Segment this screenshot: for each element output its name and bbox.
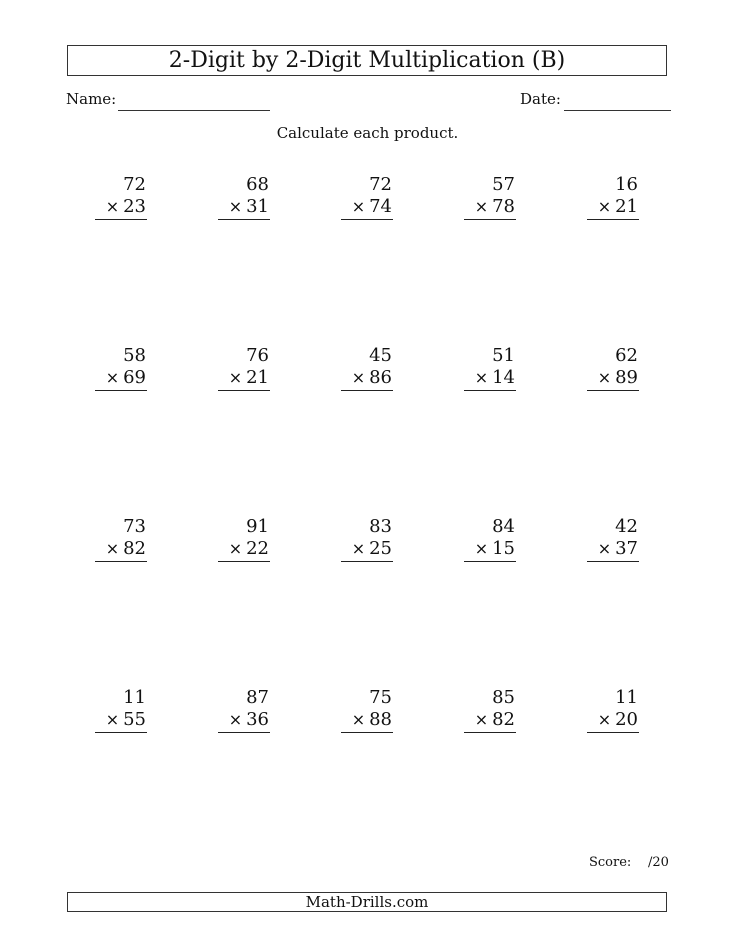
multiplier: 21 (246, 367, 269, 388)
multiplier: 23 (123, 196, 146, 217)
times-sign: × (105, 539, 120, 558)
multiplicand: 83 (369, 516, 392, 537)
footer-site-name: Math-Drills.com (67, 892, 667, 912)
multiplicand: 68 (246, 174, 269, 195)
date-label: Date: (520, 90, 561, 108)
times-sign: × (474, 710, 489, 729)
times-sign: × (474, 539, 489, 558)
date-blank-line[interactable] (564, 110, 671, 111)
times-sign: × (597, 197, 612, 216)
multiplier-row (464, 538, 516, 562)
times-sign: × (105, 368, 120, 387)
multiplication-problem (587, 174, 639, 220)
multiplication-problem (218, 516, 270, 562)
times-sign: × (351, 197, 366, 216)
multiplicand: 84 (492, 516, 515, 537)
multiplicand: 72 (369, 174, 392, 195)
multiplier: 21 (615, 196, 638, 217)
multiplicand: 75 (369, 687, 392, 708)
multiplier: 69 (123, 367, 146, 388)
multiplier-row (341, 367, 393, 391)
multiplication-problem (341, 687, 393, 733)
times-sign: × (105, 197, 120, 216)
multiplier-row (587, 538, 639, 562)
multiplier-row (341, 709, 393, 733)
multiplier: 15 (492, 538, 515, 559)
multiplication-problem (464, 174, 516, 220)
multiplication-problem (341, 516, 393, 562)
score-total: /20 (648, 855, 669, 870)
multiplier: 37 (615, 538, 638, 559)
score-label: Score: (589, 855, 632, 870)
multiplier: 88 (369, 709, 392, 730)
multiplier-row (218, 709, 270, 733)
multiplicand: 73 (123, 516, 146, 537)
multiplier: 89 (615, 367, 638, 388)
times-sign: × (105, 710, 120, 729)
multiplicand: 57 (492, 174, 515, 195)
name-blank-line[interactable] (118, 110, 270, 111)
multiplicand: 42 (615, 516, 638, 537)
times-sign: × (351, 539, 366, 558)
times-sign: × (597, 368, 612, 387)
name-label: Name: (66, 90, 117, 108)
times-sign: × (228, 539, 243, 558)
times-sign: × (351, 710, 366, 729)
times-sign: × (474, 368, 489, 387)
multiplier-row (464, 709, 516, 733)
multiplication-problem (464, 687, 516, 733)
multiplier: 20 (615, 709, 638, 730)
multiplier-row (464, 196, 516, 220)
multiplicand: 72 (123, 174, 146, 195)
multiplier-row (95, 709, 147, 733)
multiplication-problem (341, 174, 393, 220)
times-sign: × (228, 197, 243, 216)
multiplication-problem (464, 345, 516, 391)
multiplication-problem (218, 345, 270, 391)
multiplication-problem (341, 345, 393, 391)
multiplier: 25 (369, 538, 392, 559)
multiplication-problem (95, 516, 147, 562)
multiplication-problem (218, 687, 270, 733)
multiplier: 82 (123, 538, 146, 559)
multiplier-row (218, 196, 270, 220)
multiplier: 36 (246, 709, 269, 730)
multiplier-row (218, 538, 270, 562)
multiplicand: 51 (492, 345, 515, 366)
multiplicand: 91 (246, 516, 269, 537)
multiplicand: 87 (246, 687, 269, 708)
multiplicand: 16 (615, 174, 638, 195)
multiplication-problem (464, 516, 516, 562)
multiplicand: 58 (123, 345, 146, 366)
multiplier: 31 (246, 196, 269, 217)
times-sign: × (228, 368, 243, 387)
multiplicand: 11 (123, 687, 146, 708)
multiplier-row (341, 538, 393, 562)
times-sign: × (474, 197, 489, 216)
multiplication-problem (218, 174, 270, 220)
multiplicand: 85 (492, 687, 515, 708)
multiplication-problem (587, 345, 639, 391)
multiplication-problem (95, 174, 147, 220)
multiplication-problem (587, 516, 639, 562)
multiplier-row (587, 196, 639, 220)
multiplier-row (587, 709, 639, 733)
multiplicand: 76 (246, 345, 269, 366)
times-sign: × (351, 368, 366, 387)
multiplier: 22 (246, 538, 269, 559)
multiplier-row (95, 196, 147, 220)
multiplier-row (464, 367, 516, 391)
multiplier: 78 (492, 196, 515, 217)
multiplier-row (95, 538, 147, 562)
multiplier: 14 (492, 367, 515, 388)
multiplier: 55 (123, 709, 146, 730)
worksheet-title: 2-Digit by 2-Digit Multiplication (B) (67, 45, 667, 76)
times-sign: × (597, 710, 612, 729)
instructions: Calculate each product. (276, 124, 459, 142)
multiplicand: 45 (369, 345, 392, 366)
times-sign: × (228, 710, 243, 729)
multiplier-row (341, 196, 393, 220)
multiplier: 82 (492, 709, 515, 730)
times-sign: × (597, 539, 612, 558)
multiplicand: 62 (615, 345, 638, 366)
multiplier: 86 (369, 367, 392, 388)
multiplication-problem (95, 687, 147, 733)
multiplication-problem (95, 345, 147, 391)
multiplicand: 11 (615, 687, 638, 708)
multiplier-row (587, 367, 639, 391)
multiplier-row (218, 367, 270, 391)
multiplier-row (95, 367, 147, 391)
multiplication-problem (587, 687, 639, 733)
multiplier: 74 (369, 196, 392, 217)
